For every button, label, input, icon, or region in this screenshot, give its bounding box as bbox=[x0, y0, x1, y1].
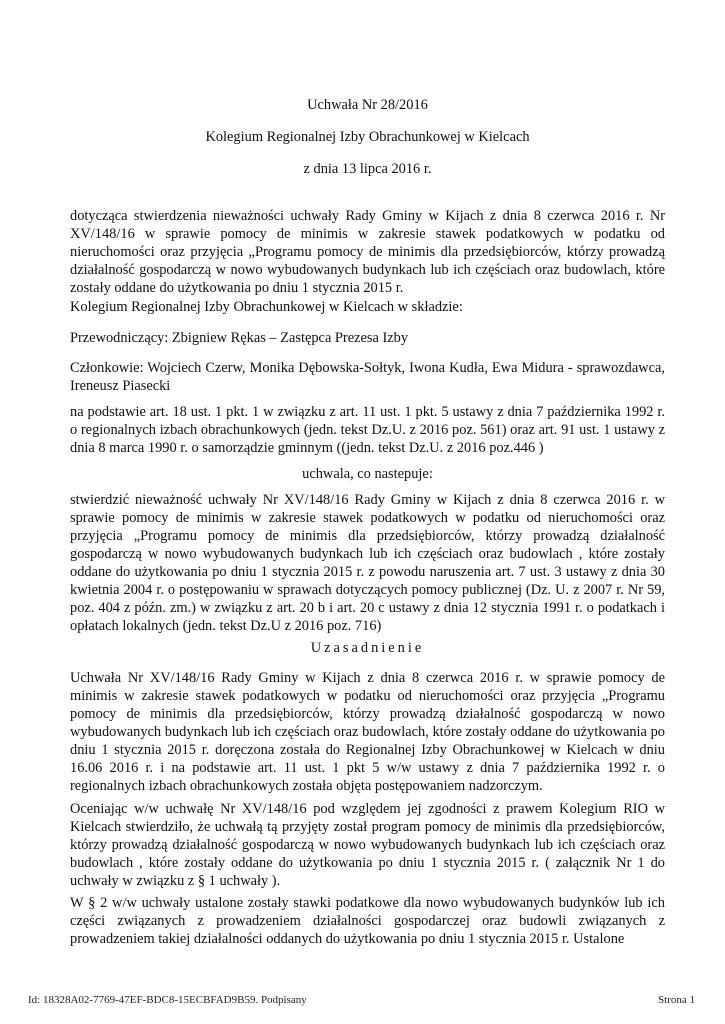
justification-paragraph-1: Uchwała Nr XV/148/16 Rady Gminy w Kijach z dnia 8 czerwca 2016 r. w sprawie pomocy de minimis w zakresie stawek podatkowych w podatku od nieruchomości oraz przyjęcia „Programu pomocy de minimis dla przedsiębiorców, którzy prowadzą działalność gospodarczą w nowo wybudowanych budynkach lub ich częściach oraz budowlach, które zostały oddane do użytkowania po dniu 1 stycznia 2015 r. doręczona została do Regionalnej Izby Obrachunkowej w Kielcach w dniu 16.06 2016 r. i na podstawie art. 11 ust. 1 pkt 5 w/w ustawy z dnia 7 października 1992 r. o regionalnych izbach obrachunkowych została objęta postępowaniem nadzorczym. bbox=[70, 670, 665, 794]
page-number-footer: Strona 1 bbox=[658, 994, 695, 1006]
issuing-body: Kolegium Regionalnej Izby Obrachunkowej w Kielcach bbox=[205, 129, 530, 145]
document-id-footer: Id: 18328A02-7769-47EF-BDC8-15ECBFAD9B59. Podpisany bbox=[28, 994, 307, 1006]
chair-line: Przewodniczący: Zbigniew Rękas – Zastępca Prezesa Izby bbox=[70, 330, 409, 346]
justification-paragraph-2: Oceniając w/w uchwałę Nr XV/148/16 pod względem jej zgodności z prawem Kolegium RIO w Kielcach stwierdziło, że uchwałą tą przyjęty został program pomocy de minimis dla przedsiębiorców, którzy prowadzą działalność gospodarczą w nowo wybudowanych budynkach lub ich częściach oraz budowlach , które zostały oddane do użytkowania po dniu 1 stycznia 2015 r. ( załącznik Nr 1 do uchwały w związku z § 1 uchwały ). bbox=[70, 801, 665, 889]
justification-paragraph-3: W § 2 w/w uchwały ustalone zostały stawki podatkowe dla nowo wybudowanych budynków lub ich części związanych z prowadzeniem działalności gospodarczej oraz budowli związanych z prowadzeniem takiej działalności oddanych do użytkowania po dniu 1 stycznia 2015 r. Ustalone bbox=[70, 895, 665, 947]
justification-heading: Uzasadnienie bbox=[310, 640, 425, 656]
resolution-date: z dnia 13 lipca 2016 r. bbox=[303, 161, 432, 177]
decision-paragraph: stwierdzić nieważność uchwały Nr XV/148/16 Rady Gminy w Kijach z dnia 8 czerwca 2016 r. w sprawie pomocy de minimis w zakresie stawek podatkowych w podatku od nieruchomości oraz przyjęcia „Programu pomocy de minimis dla przedsiębiorców, którzy prowadzą działalność gospodarczą w nowo wybudowanych budynkach lub ich częściach oraz budowlach , które zostały oddane do użytkowania po dniu 1 stycznia 2015 r. z powodu naruszenia art. 7 ust. 3 ustawy z dnia 30 kwietnia 2004 r. o postępowaniu w sprawach dotyczących pomocy publicznej (Dz. U. z 2007 r. Nr 59, poz. 404 z późn. zm.) w związku z art. 20 b i art. 20 c ustawy z dnia 12 stycznia 1991 r. o podatkach i opłatach lokalnych (jedn. tekst Dz.U z 2016 poz. 716) bbox=[70, 492, 665, 634]
composition-intro: Kolegium Regionalnej Izby Obrachunkowej w Kielcach w składzie: bbox=[70, 299, 463, 315]
legal-basis-paragraph: na podstawie art. 18 ust. 1 pkt. 1 w związku z art. 11 ust. 1 pkt. 5 ustawy z dnia 7 października 1992 r. o regionalnych izbach obrachunkowych (jedn. tekst Dz.U. z 2016 poz. 561) oraz art. 91 ust. 1 ustawy z dnia 8 marca 1990 r. o samorządzie gminnym ((jedn. tekst Dz.U. z 2016 poz.446 ) bbox=[70, 404, 665, 456]
members-paragraph: Członkowie: Wojciech Czerw, Monika Dębowska-Sołtyk, Iwona Kudła, Ewa Midura - sprawozdawca, Ireneusz Piasecki bbox=[70, 360, 665, 394]
resolves-line: uchwala, co nastepuje: bbox=[302, 466, 433, 482]
resolution-title: Uchwała Nr 28/2016 bbox=[307, 97, 428, 113]
subject-paragraph: dotycząca stwierdzenia nieważności uchwały Rady Gminy w Kijach z dnia 8 czerwca 2016 r. Nr XV/148/16 w sprawie pomocy de minimis w zakresie stawek podatkowych w podatku od nieruchomości oraz przyjęcia „Programu pomocy de minimis dla przedsiębiorców, którzy prowadzą działalność gospodarczą w nowo wybudowanych budynkach lub ich częściach oraz budowlach, które zostały oddane do użytkowania po dniu 1 stycznia 2015 r. bbox=[70, 208, 665, 296]
